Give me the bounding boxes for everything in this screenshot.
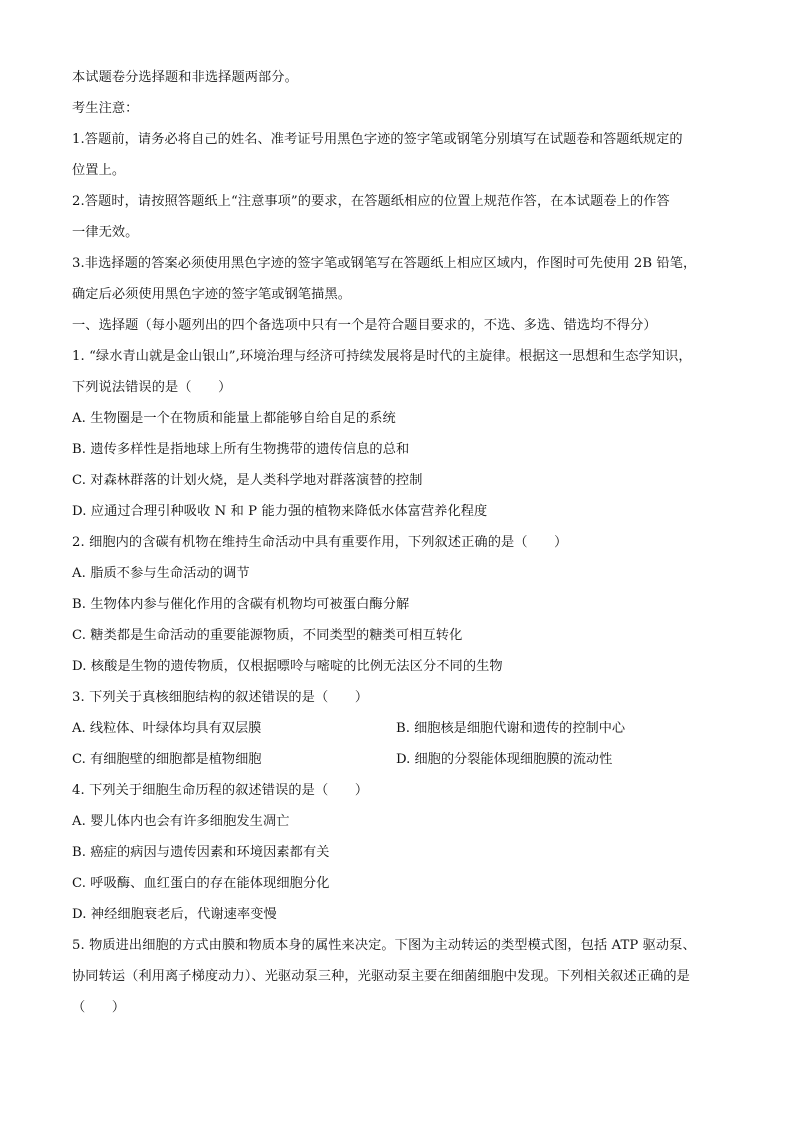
question-1-stem: 1. “绿水青山就是金山银山”,环境治理与经济可持续发展将是时代的主旋律。根据这一思想和生态学知识， <box>72 349 692 364</box>
exam-content <box>72 62 722 1023</box>
question-4-option-c: C. 呼吸酶、血红蛋白的存在能体现细胞分化 <box>72 876 330 891</box>
question-4-option-b: B. 癌症的病因与遗传因素和环境因素都有关 <box>72 845 330 860</box>
question-3-option-d: D. 细胞的分裂能体现细胞膜的流动性 <box>396 752 613 767</box>
notice-item-1: 1.答题前，请务必将自己的姓名、准考证号用黑色字迹的签字笔或钢笔分别填写在试题卷和答题纸规定的 <box>72 132 683 147</box>
question-3-option-b: B. 细胞核是细胞代谢和遗传的控制中心 <box>396 721 626 736</box>
question-1-option-a: A. 生物圈是一个在物质和能量上都能够自给自足的系统 <box>72 411 396 426</box>
notice-title: 考生注意： <box>72 101 139 116</box>
question-5-stem-cont: 协同转运（利用离子梯度动力）、光驱动泵三种，光驱动泵主要在细菌细胞中发现。下列相关叙述正确的是 <box>72 969 690 984</box>
notice-item-3-cont: 确定后必须使用黑色字迹的签字笔或钢笔描黑。 <box>72 287 352 302</box>
question-2-option-a: A. 脂质不参与生命活动的调节 <box>72 566 250 581</box>
question-3-option-a: A. 线粒体、叶绿体均具有双层膜 <box>72 721 262 736</box>
notice-item-1-cont: 位置上。 <box>72 163 126 178</box>
question-5-stem: 5. 物质进出细胞的方式由膜和物质本身的属性来决定。下图为主动转运的类型模式图，包括 ATP 驱动泵、 <box>72 938 696 953</box>
notice-item-2-cont: 一律无效。 <box>72 225 139 240</box>
question-2-option-c: C. 糖类都是生命活动的重要能源物质，不同类型的糖类可相互转化 <box>72 628 463 643</box>
question-5-answer-paren: （ ） <box>72 1000 126 1015</box>
section-title: 一、选择题（每小题列出的四个备选项中只有一个是符合题目要求的，不选、多选、错选均不得分） <box>72 318 657 333</box>
question-4-option-d: D. 神经细胞衰老后，代谢速率变慢 <box>72 907 277 922</box>
question-3-option-c: C. 有细胞壁的细胞都是植物细胞 <box>72 752 262 767</box>
question-1-option-b: B. 遗传多样性是指地球上所有生物携带的遗传信息的总和 <box>72 442 410 457</box>
question-1-option-c: C. 对森林群落的计划火烧，是人类科学地对群落演替的控制 <box>72 473 423 488</box>
question-3-stem: 3. 下列关于真核细胞结构的叙述错误的是（ ） <box>72 690 369 705</box>
question-4-option-a: A. 婴儿体内也会有许多细胞发生凋亡 <box>72 814 290 829</box>
question-1-stem-cont: 下列说法错误的是（ ） <box>72 380 232 395</box>
notice-item-2: 2.答题时，请按照答题纸上“注意事项”的要求，在答题纸相应的位置上规范作答，在本试题卷上的作答 <box>72 194 670 209</box>
question-2-stem: 2. 细胞内的含碳有机物在维持生命活动中具有重要作用，下列叙述正确的是（ ） <box>72 535 568 550</box>
question-2-option-b: B. 生物体内参与催化作用的含碳有机物均可被蛋白酶分解 <box>72 597 410 612</box>
question-4-stem: 4. 下列关于细胞生命历程的叙述错误的是（ ） <box>72 783 369 798</box>
intro-line: 本试题卷分选择题和非选择题两部分。 <box>72 70 298 85</box>
notice-item-3: 3.非选择题的答案必须使用黑色字迹的签字笔或钢笔写在答题纸上相应区域内，作图时可先使用 2B 铅笔， <box>72 256 697 271</box>
question-2-option-d: D. 核酸是生物的遗传物质，仅根据嘌呤与嘧啶的比例无法区分不同的生物 <box>72 659 503 674</box>
question-3-options-row-1 <box>72 713 722 744</box>
question-1-option-d: D. 应通过合理引种吸收 N 和 P 能力强的植物来降低水体富营养化程度 <box>72 504 488 519</box>
question-3-options-row-2 <box>72 744 722 775</box>
